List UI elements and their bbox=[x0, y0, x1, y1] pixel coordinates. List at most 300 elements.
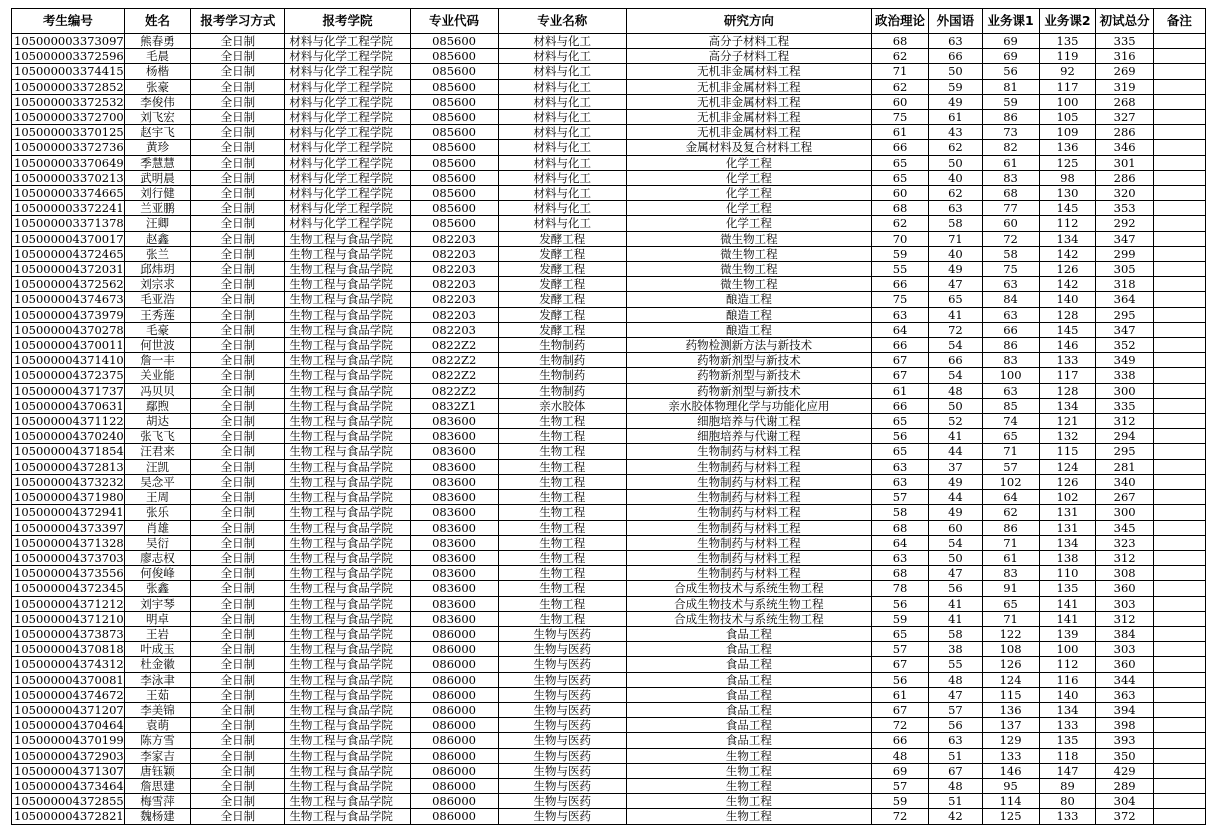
cell-study-mode: 全日制 bbox=[191, 490, 285, 505]
cell-college: 生物工程与食品学院 bbox=[285, 550, 410, 565]
table-row bbox=[12, 110, 1206, 125]
table-row bbox=[12, 414, 1206, 429]
cell-study-mode: 全日制 bbox=[191, 34, 285, 49]
cell-research-direction: 酿造工程 bbox=[626, 322, 871, 337]
cell-course-1: 83 bbox=[982, 353, 1039, 368]
cell-politics: 67 bbox=[871, 657, 928, 672]
cell-major-code: 086000 bbox=[410, 687, 498, 702]
cell-major-name: 生物与医药 bbox=[498, 626, 626, 641]
cell-exam-id: 105000004372855 bbox=[12, 794, 125, 809]
cell-college: 生物工程与食品学院 bbox=[285, 444, 410, 459]
cell-study-mode: 全日制 bbox=[191, 49, 285, 64]
cell-total-score: 286 bbox=[1096, 170, 1153, 185]
cell-exam-id: 105000004372375 bbox=[12, 368, 125, 383]
cell-course-2: 140 bbox=[1039, 292, 1096, 307]
cell-study-mode: 全日制 bbox=[191, 322, 285, 337]
table-row bbox=[12, 94, 1206, 109]
table-row bbox=[12, 809, 1206, 824]
cell-course-1: 84 bbox=[982, 292, 1039, 307]
cell-total-score: 323 bbox=[1096, 535, 1153, 550]
cell-major-code: 083600 bbox=[410, 611, 498, 626]
cell-foreign-language: 57 bbox=[929, 702, 982, 717]
cell-major-code: 083600 bbox=[410, 581, 498, 596]
cell-exam-id: 105000004371980 bbox=[12, 490, 125, 505]
cell-foreign-language: 44 bbox=[929, 490, 982, 505]
cell-politics: 59 bbox=[871, 611, 928, 626]
cell-study-mode: 全日制 bbox=[191, 292, 285, 307]
cell-research-direction: 无机非金属材料工程 bbox=[626, 110, 871, 125]
cell-remarks bbox=[1153, 414, 1205, 429]
cell-course-1: 65 bbox=[982, 429, 1039, 444]
cell-major-code: 086000 bbox=[410, 748, 498, 763]
cell-course-2: 145 bbox=[1039, 322, 1096, 337]
cell-total-score: 360 bbox=[1096, 657, 1153, 672]
cell-exam-id: 105000004370818 bbox=[12, 642, 125, 657]
cell-name: 鄢煦 bbox=[124, 398, 191, 413]
cell-total-score: 312 bbox=[1096, 611, 1153, 626]
cell-course-1: 82 bbox=[982, 140, 1039, 155]
cell-foreign-language: 40 bbox=[929, 170, 982, 185]
cell-course-1: 74 bbox=[982, 414, 1039, 429]
cell-remarks bbox=[1153, 642, 1205, 657]
cell-foreign-language: 66 bbox=[929, 49, 982, 64]
cell-research-direction: 生物工程 bbox=[626, 778, 871, 793]
cell-remarks bbox=[1153, 262, 1205, 277]
cell-total-score: 320 bbox=[1096, 186, 1153, 201]
cell-course-2: 98 bbox=[1039, 170, 1096, 185]
cell-course-1: 86 bbox=[982, 520, 1039, 535]
cell-course-1: 65 bbox=[982, 596, 1039, 611]
cell-college: 材料与化学工程学院 bbox=[285, 216, 410, 231]
cell-remarks bbox=[1153, 809, 1205, 824]
cell-course-2: 80 bbox=[1039, 794, 1096, 809]
cell-major-name: 生物制药 bbox=[498, 353, 626, 368]
cell-exam-id: 105000003372736 bbox=[12, 140, 125, 155]
cell-course-2: 138 bbox=[1039, 550, 1096, 565]
header-research-direction: 研究方向 bbox=[626, 9, 871, 34]
cell-name: 王周 bbox=[124, 490, 191, 505]
cell-politics: 62 bbox=[871, 79, 928, 94]
cell-research-direction: 微生物工程 bbox=[626, 246, 871, 261]
cell-name: 刘宇琴 bbox=[124, 596, 191, 611]
cell-remarks bbox=[1153, 687, 1205, 702]
cell-remarks bbox=[1153, 277, 1205, 292]
cell-total-score: 353 bbox=[1096, 201, 1153, 216]
cell-politics: 63 bbox=[871, 474, 928, 489]
cell-exam-id: 105000003372700 bbox=[12, 110, 125, 125]
cell-remarks bbox=[1153, 34, 1205, 49]
cell-total-score: 268 bbox=[1096, 94, 1153, 109]
cell-politics: 56 bbox=[871, 596, 928, 611]
cell-total-score: 295 bbox=[1096, 307, 1153, 322]
cell-major-code: 0822Z2 bbox=[410, 383, 498, 398]
cell-study-mode: 全日制 bbox=[191, 262, 285, 277]
cell-exam-id: 105000004371212 bbox=[12, 596, 125, 611]
cell-major-code: 085600 bbox=[410, 125, 498, 140]
cell-course-1: 73 bbox=[982, 125, 1039, 140]
table-row bbox=[12, 231, 1206, 246]
table-row bbox=[12, 429, 1206, 444]
table-row bbox=[12, 718, 1206, 733]
cell-name: 明卓 bbox=[124, 611, 191, 626]
cell-exam-id: 105000004370240 bbox=[12, 429, 125, 444]
cell-foreign-language: 48 bbox=[929, 672, 982, 687]
cell-research-direction: 生物制药与材料工程 bbox=[626, 459, 871, 474]
cell-total-score: 301 bbox=[1096, 155, 1153, 170]
cell-major-code: 083600 bbox=[410, 490, 498, 505]
table-row bbox=[12, 566, 1206, 581]
cell-college: 生物工程与食品学院 bbox=[285, 672, 410, 687]
cell-foreign-language: 40 bbox=[929, 246, 982, 261]
cell-study-mode: 全日制 bbox=[191, 368, 285, 383]
cell-college: 生物工程与食品学院 bbox=[285, 718, 410, 733]
cell-major-name: 生物工程 bbox=[498, 550, 626, 565]
cell-course-1: 125 bbox=[982, 809, 1039, 824]
table-row bbox=[12, 672, 1206, 687]
cell-politics: 67 bbox=[871, 353, 928, 368]
cell-study-mode: 全日制 bbox=[191, 581, 285, 596]
cell-course-2: 135 bbox=[1039, 34, 1096, 49]
table-row bbox=[12, 444, 1206, 459]
cell-college: 生物工程与食品学院 bbox=[285, 459, 410, 474]
cell-research-direction: 化学工程 bbox=[626, 155, 871, 170]
cell-course-2: 119 bbox=[1039, 49, 1096, 64]
cell-major-code: 085600 bbox=[410, 170, 498, 185]
cell-total-score: 267 bbox=[1096, 490, 1153, 505]
cell-foreign-language: 48 bbox=[929, 383, 982, 398]
cell-major-name: 生物与医药 bbox=[498, 672, 626, 687]
cell-foreign-language: 61 bbox=[929, 110, 982, 125]
cell-foreign-language: 56 bbox=[929, 718, 982, 733]
cell-major-name: 发酵工程 bbox=[498, 262, 626, 277]
cell-study-mode: 全日制 bbox=[191, 809, 285, 824]
cell-politics: 63 bbox=[871, 550, 928, 565]
cell-course-2: 115 bbox=[1039, 444, 1096, 459]
cell-politics: 68 bbox=[871, 520, 928, 535]
cell-major-name: 材料与化工 bbox=[498, 94, 626, 109]
cell-college: 生物工程与食品学院 bbox=[285, 383, 410, 398]
cell-name: 刘宗求 bbox=[124, 277, 191, 292]
cell-course-2: 146 bbox=[1039, 338, 1096, 353]
cell-study-mode: 全日制 bbox=[191, 520, 285, 535]
cell-remarks bbox=[1153, 626, 1205, 641]
cell-total-score: 363 bbox=[1096, 687, 1153, 702]
cell-course-2: 109 bbox=[1039, 125, 1096, 140]
cell-research-direction: 药物检测新方法与新技术 bbox=[626, 338, 871, 353]
cell-course-2: 136 bbox=[1039, 140, 1096, 155]
cell-course-1: 100 bbox=[982, 368, 1039, 383]
header-remarks: 备注 bbox=[1153, 9, 1205, 34]
cell-foreign-language: 66 bbox=[929, 353, 982, 368]
cell-research-direction: 生物工程 bbox=[626, 748, 871, 763]
cell-total-score: 319 bbox=[1096, 79, 1153, 94]
cell-course-2: 110 bbox=[1039, 566, 1096, 581]
cell-study-mode: 全日制 bbox=[191, 429, 285, 444]
cell-course-1: 129 bbox=[982, 733, 1039, 748]
cell-course-2: 124 bbox=[1039, 459, 1096, 474]
header-politics: 政治理论 bbox=[871, 9, 928, 34]
cell-total-score: 327 bbox=[1096, 110, 1153, 125]
cell-exam-id: 105000003371378 bbox=[12, 216, 125, 231]
table-row bbox=[12, 79, 1206, 94]
cell-politics: 62 bbox=[871, 216, 928, 231]
cell-course-2: 117 bbox=[1039, 368, 1096, 383]
cell-major-name: 生物工程 bbox=[498, 429, 626, 444]
cell-research-direction: 药物新剂型与新技术 bbox=[626, 368, 871, 383]
cell-college: 生物工程与食品学院 bbox=[285, 414, 410, 429]
cell-remarks bbox=[1153, 64, 1205, 79]
cell-foreign-language: 48 bbox=[929, 778, 982, 793]
cell-college: 生物工程与食品学院 bbox=[285, 566, 410, 581]
cell-course-2: 141 bbox=[1039, 596, 1096, 611]
cell-course-1: 56 bbox=[982, 64, 1039, 79]
cell-course-2: 132 bbox=[1039, 429, 1096, 444]
cell-course-1: 146 bbox=[982, 763, 1039, 778]
cell-politics: 71 bbox=[871, 64, 928, 79]
cell-foreign-language: 47 bbox=[929, 277, 982, 292]
cell-college: 生物工程与食品学院 bbox=[285, 398, 410, 413]
cell-course-1: 124 bbox=[982, 672, 1039, 687]
cell-major-code: 085600 bbox=[410, 49, 498, 64]
table-row bbox=[12, 216, 1206, 231]
cell-name: 李美锦 bbox=[124, 702, 191, 717]
table-row bbox=[12, 170, 1206, 185]
table-row bbox=[12, 186, 1206, 201]
cell-major-name: 材料与化工 bbox=[498, 216, 626, 231]
table-row bbox=[12, 581, 1206, 596]
cell-exam-id: 105000004372345 bbox=[12, 581, 125, 596]
cell-study-mode: 全日制 bbox=[191, 383, 285, 398]
cell-name: 刘飞宏 bbox=[124, 110, 191, 125]
cell-major-name: 生物工程 bbox=[498, 414, 626, 429]
cell-major-code: 085600 bbox=[410, 34, 498, 49]
cell-college: 生物工程与食品学院 bbox=[285, 307, 410, 322]
header-name: 姓名 bbox=[124, 9, 191, 34]
cell-remarks bbox=[1153, 49, 1205, 64]
cell-course-1: 77 bbox=[982, 201, 1039, 216]
cell-research-direction: 高分子材料工程 bbox=[626, 49, 871, 64]
cell-major-name: 生物与医药 bbox=[498, 687, 626, 702]
cell-major-name: 材料与化工 bbox=[498, 170, 626, 185]
cell-course-1: 71 bbox=[982, 611, 1039, 626]
table-row bbox=[12, 702, 1206, 717]
header-course-1: 业务课1 bbox=[982, 9, 1039, 34]
cell-exam-id: 105000003373097 bbox=[12, 34, 125, 49]
cell-foreign-language: 63 bbox=[929, 733, 982, 748]
cell-study-mode: 全日制 bbox=[191, 794, 285, 809]
cell-name: 毛豪 bbox=[124, 322, 191, 337]
cell-exam-id: 105000004370278 bbox=[12, 322, 125, 337]
cell-college: 生物工程与食品学院 bbox=[285, 338, 410, 353]
table-row bbox=[12, 626, 1206, 641]
table-row bbox=[12, 778, 1206, 793]
cell-course-2: 100 bbox=[1039, 642, 1096, 657]
cell-politics: 57 bbox=[871, 490, 928, 505]
cell-major-code: 083600 bbox=[410, 505, 498, 520]
cell-research-direction: 化学工程 bbox=[626, 216, 871, 231]
cell-total-score: 349 bbox=[1096, 353, 1153, 368]
cell-foreign-language: 49 bbox=[929, 262, 982, 277]
cell-total-score: 305 bbox=[1096, 262, 1153, 277]
cell-exam-id: 105000004373556 bbox=[12, 566, 125, 581]
cell-study-mode: 全日制 bbox=[191, 459, 285, 474]
cell-exam-id: 105000004373979 bbox=[12, 307, 125, 322]
cell-politics: 65 bbox=[871, 155, 928, 170]
cell-remarks bbox=[1153, 550, 1205, 565]
cell-remarks bbox=[1153, 672, 1205, 687]
cell-research-direction: 细胞培养与代谢工程 bbox=[626, 414, 871, 429]
cell-total-score: 335 bbox=[1096, 398, 1153, 413]
header-total-score: 初试总分 bbox=[1096, 9, 1153, 34]
table-row bbox=[12, 642, 1206, 657]
cell-college: 生物工程与食品学院 bbox=[285, 368, 410, 383]
cell-research-direction: 化学工程 bbox=[626, 186, 871, 201]
cell-remarks bbox=[1153, 490, 1205, 505]
table-row bbox=[12, 748, 1206, 763]
cell-research-direction: 生物工程 bbox=[626, 763, 871, 778]
cell-total-score: 308 bbox=[1096, 566, 1153, 581]
cell-politics: 59 bbox=[871, 794, 928, 809]
cell-study-mode: 全日制 bbox=[191, 277, 285, 292]
cell-remarks bbox=[1153, 657, 1205, 672]
cell-college: 材料与化学工程学院 bbox=[285, 34, 410, 49]
cell-name: 刘行健 bbox=[124, 186, 191, 201]
cell-major-name: 生物工程 bbox=[498, 459, 626, 474]
cell-total-score: 318 bbox=[1096, 277, 1153, 292]
cell-course-2: 89 bbox=[1039, 778, 1096, 793]
cell-research-direction: 药物新剂型与新技术 bbox=[626, 383, 871, 398]
cell-exam-id: 105000004370464 bbox=[12, 718, 125, 733]
cell-course-1: 61 bbox=[982, 550, 1039, 565]
cell-major-name: 生物工程 bbox=[498, 581, 626, 596]
cell-politics: 78 bbox=[871, 581, 928, 596]
cell-exam-id: 105000004372941 bbox=[12, 505, 125, 520]
cell-major-name: 亲水胶体 bbox=[498, 398, 626, 413]
cell-name: 黄珍 bbox=[124, 140, 191, 155]
cell-foreign-language: 50 bbox=[929, 64, 982, 79]
cell-major-name: 发酵工程 bbox=[498, 307, 626, 322]
cell-course-2: 142 bbox=[1039, 246, 1096, 261]
cell-remarks bbox=[1153, 383, 1205, 398]
table-row bbox=[12, 505, 1206, 520]
cell-major-code: 086000 bbox=[410, 702, 498, 717]
cell-research-direction: 生物制药与材料工程 bbox=[626, 550, 871, 565]
cell-major-code: 083600 bbox=[410, 535, 498, 550]
cell-major-code: 085600 bbox=[410, 216, 498, 231]
cell-remarks bbox=[1153, 368, 1205, 383]
cell-name: 武明晨 bbox=[124, 170, 191, 185]
cell-course-2: 134 bbox=[1039, 398, 1096, 413]
cell-politics: 64 bbox=[871, 322, 928, 337]
cell-course-2: 145 bbox=[1039, 201, 1096, 216]
cell-major-name: 生物制药 bbox=[498, 383, 626, 398]
cell-course-1: 136 bbox=[982, 702, 1039, 717]
cell-college: 生物工程与食品学院 bbox=[285, 246, 410, 261]
cell-course-2: 128 bbox=[1039, 383, 1096, 398]
cell-course-2: 133 bbox=[1039, 809, 1096, 824]
cell-total-score: 294 bbox=[1096, 429, 1153, 444]
cell-foreign-language: 59 bbox=[929, 79, 982, 94]
cell-foreign-language: 56 bbox=[929, 581, 982, 596]
cell-study-mode: 全日制 bbox=[191, 444, 285, 459]
cell-major-code: 085600 bbox=[410, 110, 498, 125]
cell-total-score: 394 bbox=[1096, 702, 1153, 717]
cell-research-direction: 食品工程 bbox=[626, 702, 871, 717]
cell-course-2: 126 bbox=[1039, 474, 1096, 489]
cell-foreign-language: 58 bbox=[929, 626, 982, 641]
cell-study-mode: 全日制 bbox=[191, 186, 285, 201]
cell-exam-id: 105000004372562 bbox=[12, 277, 125, 292]
cell-study-mode: 全日制 bbox=[191, 642, 285, 657]
cell-course-1: 81 bbox=[982, 79, 1039, 94]
cell-remarks bbox=[1153, 353, 1205, 368]
cell-study-mode: 全日制 bbox=[191, 414, 285, 429]
cell-foreign-language: 49 bbox=[929, 474, 982, 489]
cell-course-1: 126 bbox=[982, 657, 1039, 672]
cell-exam-id: 105000004373703 bbox=[12, 550, 125, 565]
cell-total-score: 347 bbox=[1096, 231, 1153, 246]
table-row bbox=[12, 733, 1206, 748]
cell-remarks bbox=[1153, 794, 1205, 809]
cell-course-2: 102 bbox=[1039, 490, 1096, 505]
cell-college: 生物工程与食品学院 bbox=[285, 657, 410, 672]
cell-course-1: 63 bbox=[982, 383, 1039, 398]
header-major-name: 专业名称 bbox=[498, 9, 626, 34]
cell-research-direction: 生物工程 bbox=[626, 809, 871, 824]
cell-major-code: 086000 bbox=[410, 763, 498, 778]
cell-college: 生物工程与食品学院 bbox=[285, 490, 410, 505]
cell-study-mode: 全日制 bbox=[191, 718, 285, 733]
cell-remarks bbox=[1153, 94, 1205, 109]
cell-research-direction: 食品工程 bbox=[626, 687, 871, 702]
cell-total-score: 393 bbox=[1096, 733, 1153, 748]
cell-remarks bbox=[1153, 155, 1205, 170]
cell-research-direction: 食品工程 bbox=[626, 733, 871, 748]
cell-exam-id: 105000004373397 bbox=[12, 520, 125, 535]
cell-major-name: 生物与医药 bbox=[498, 657, 626, 672]
cell-study-mode: 全日制 bbox=[191, 110, 285, 125]
cell-name: 汪卿 bbox=[124, 216, 191, 231]
cell-course-2: 134 bbox=[1039, 231, 1096, 246]
cell-politics: 61 bbox=[871, 383, 928, 398]
cell-research-direction: 微生物工程 bbox=[626, 231, 871, 246]
cell-total-score: 281 bbox=[1096, 459, 1153, 474]
cell-exam-id: 105000004372813 bbox=[12, 459, 125, 474]
cell-college: 材料与化学工程学院 bbox=[285, 125, 410, 140]
cell-name: 何俊峰 bbox=[124, 566, 191, 581]
cell-politics: 68 bbox=[871, 34, 928, 49]
cell-name: 唐钰颖 bbox=[124, 763, 191, 778]
cell-course-2: 112 bbox=[1039, 657, 1096, 672]
cell-major-code: 0832Z1 bbox=[410, 398, 498, 413]
cell-course-2: 117 bbox=[1039, 79, 1096, 94]
cell-politics: 66 bbox=[871, 277, 928, 292]
cell-remarks bbox=[1153, 535, 1205, 550]
cell-name: 杜金徽 bbox=[124, 657, 191, 672]
cell-course-1: 64 bbox=[982, 490, 1039, 505]
cell-total-score: 384 bbox=[1096, 626, 1153, 641]
cell-remarks bbox=[1153, 322, 1205, 337]
cell-foreign-language: 37 bbox=[929, 459, 982, 474]
table-row bbox=[12, 307, 1206, 322]
cell-foreign-language: 41 bbox=[929, 611, 982, 626]
cell-study-mode: 全日制 bbox=[191, 125, 285, 140]
cell-politics: 69 bbox=[871, 763, 928, 778]
cell-politics: 65 bbox=[871, 444, 928, 459]
cell-major-code: 086000 bbox=[410, 733, 498, 748]
cell-college: 生物工程与食品学院 bbox=[285, 763, 410, 778]
cell-research-direction: 无机非金属材料工程 bbox=[626, 94, 871, 109]
